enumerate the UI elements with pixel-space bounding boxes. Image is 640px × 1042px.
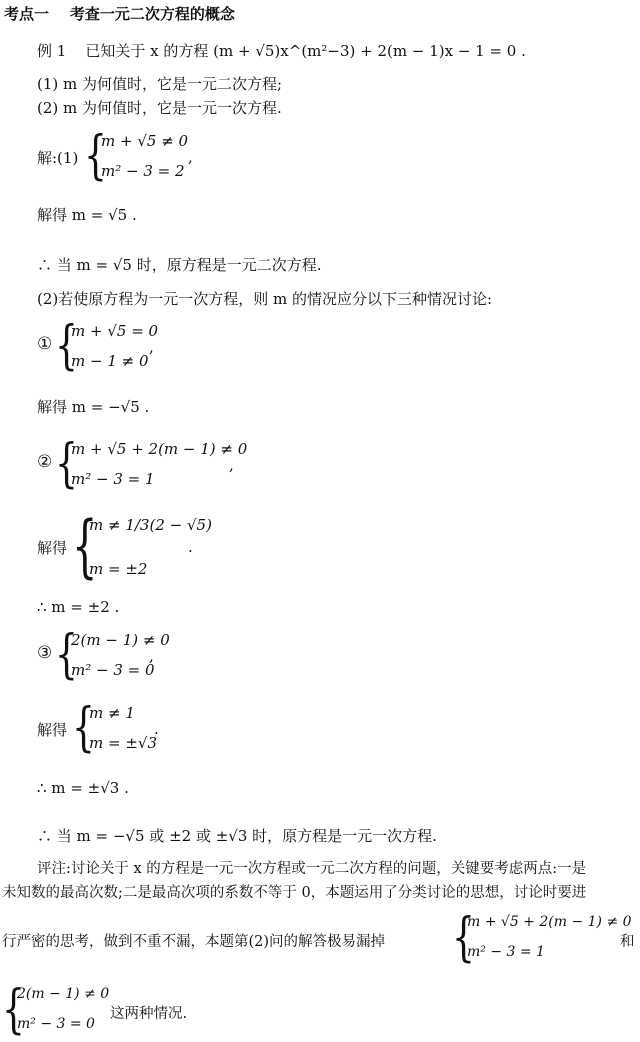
system-row: 2(m − 1) ≠ 0: [17, 986, 110, 1002]
example-text: 已知关于 x 的方程 (m + √5)x^(m²−3) + 2(m − 1)x − 1 = 0 .: [85, 42, 526, 60]
case2-prefix: 解得: [37, 539, 68, 557]
heading-title: 考查一元二次方程的概念: [69, 5, 235, 23]
system-row: m = ±2: [89, 560, 148, 578]
comment-and: 和: [620, 934, 635, 950]
case2-system: [37, 436, 247, 496]
comma: ,: [149, 338, 154, 356]
comment-line-3: 行严密的思考，做到不重不漏，本题第(2)问的解答极易漏掉: [2, 934, 386, 950]
comment-system-2: [2, 982, 242, 1042]
heading-label: 考点一: [4, 5, 50, 23]
comma: ,: [229, 456, 234, 474]
case-3-marker: ③: [37, 643, 53, 663]
left-brace: {: [55, 434, 78, 494]
comment-line-2: 未知数的最高次数;二是最高次项的系数不等于 0，本题运用了分类讨论的思想，讨论时要进: [2, 885, 587, 901]
system-row: m² − 3 = 1: [71, 470, 155, 488]
system-row: m² − 3 = 2: [101, 162, 185, 180]
system-row: m = ±√3: [89, 734, 157, 752]
system-row: m + √5 + 2(m − 1) ≠ 0: [467, 914, 632, 930]
left-brace: {: [55, 316, 78, 376]
system-row: m + √5 ≠ 0: [101, 132, 189, 150]
comma: ,: [149, 647, 154, 665]
period: .: [188, 538, 193, 556]
system-row: m ≠ 1: [89, 704, 135, 722]
part2-intro: (2)若使原方程为一元一次方程，则 m 的情况应分以下三种情况讨论:: [37, 290, 493, 308]
left-brace: {: [84, 126, 107, 186]
case3-prefix: 解得: [37, 721, 68, 739]
part1-result: 解得 m = √5 .: [37, 206, 137, 224]
case1-system: [37, 318, 177, 378]
system-row: m ≠ 1/3(2 − √5): [89, 516, 212, 534]
system-row: m − 1 ≠ 0: [71, 352, 149, 370]
comment-line-1: 评注:讨论关于 x 的方程是一元一次方程或一元二次方程的问题，关键要考虑两点:一是: [37, 861, 587, 877]
case3-result: ∴ m = ±√3 .: [37, 779, 129, 797]
final-conclusion: ∴ 当 m = −√5 或 ±2 或 ±√3 时，原方程是一元一次方程.: [37, 827, 437, 845]
case-2-marker: ②: [37, 452, 53, 472]
case3-system: [37, 625, 170, 687]
left-brace: {: [55, 625, 78, 685]
question-2: (2) m 为何值时，它是一元一次方程.: [37, 99, 282, 117]
section-heading: [4, 4, 235, 24]
left-brace: {: [72, 698, 95, 758]
period: .: [154, 720, 159, 738]
example-statement: [37, 41, 526, 61]
comma: ,: [188, 148, 193, 166]
case2-result: ∴ m = ±2 .: [37, 598, 120, 616]
system-row: m² − 3 = 1: [467, 944, 545, 960]
case3-solution: [72, 700, 172, 760]
comment-system-1: [452, 910, 638, 970]
left-brace: {: [72, 508, 98, 587]
case2-solution: [72, 508, 212, 587]
system-row: m + √5 + 2(m − 1) ≠ 0: [71, 440, 248, 458]
part1-prefix: 解:(1): [37, 149, 79, 167]
case1-result: 解得 m = −√5 .: [37, 398, 150, 416]
comment-line-4: 这两种情况.: [110, 1006, 188, 1022]
system-row: m² − 3 = 0: [17, 1016, 95, 1032]
system-row: 2(m − 1) ≠ 0: [71, 631, 170, 649]
part1-conclusion: ∴ 当 m = √5 时，原方程是一元二次方程.: [37, 256, 322, 274]
left-brace: {: [2, 980, 25, 1040]
part1-system: [84, 128, 194, 188]
system-row: m² − 3 = 0: [71, 661, 155, 679]
question-1: (1) m 为何值时，它是一元二次方程;: [37, 75, 283, 93]
example-label: 例 1: [37, 42, 67, 60]
system-row: m + √5 = 0: [71, 322, 159, 340]
case-1-marker: ①: [37, 334, 53, 354]
left-brace: {: [452, 908, 475, 968]
